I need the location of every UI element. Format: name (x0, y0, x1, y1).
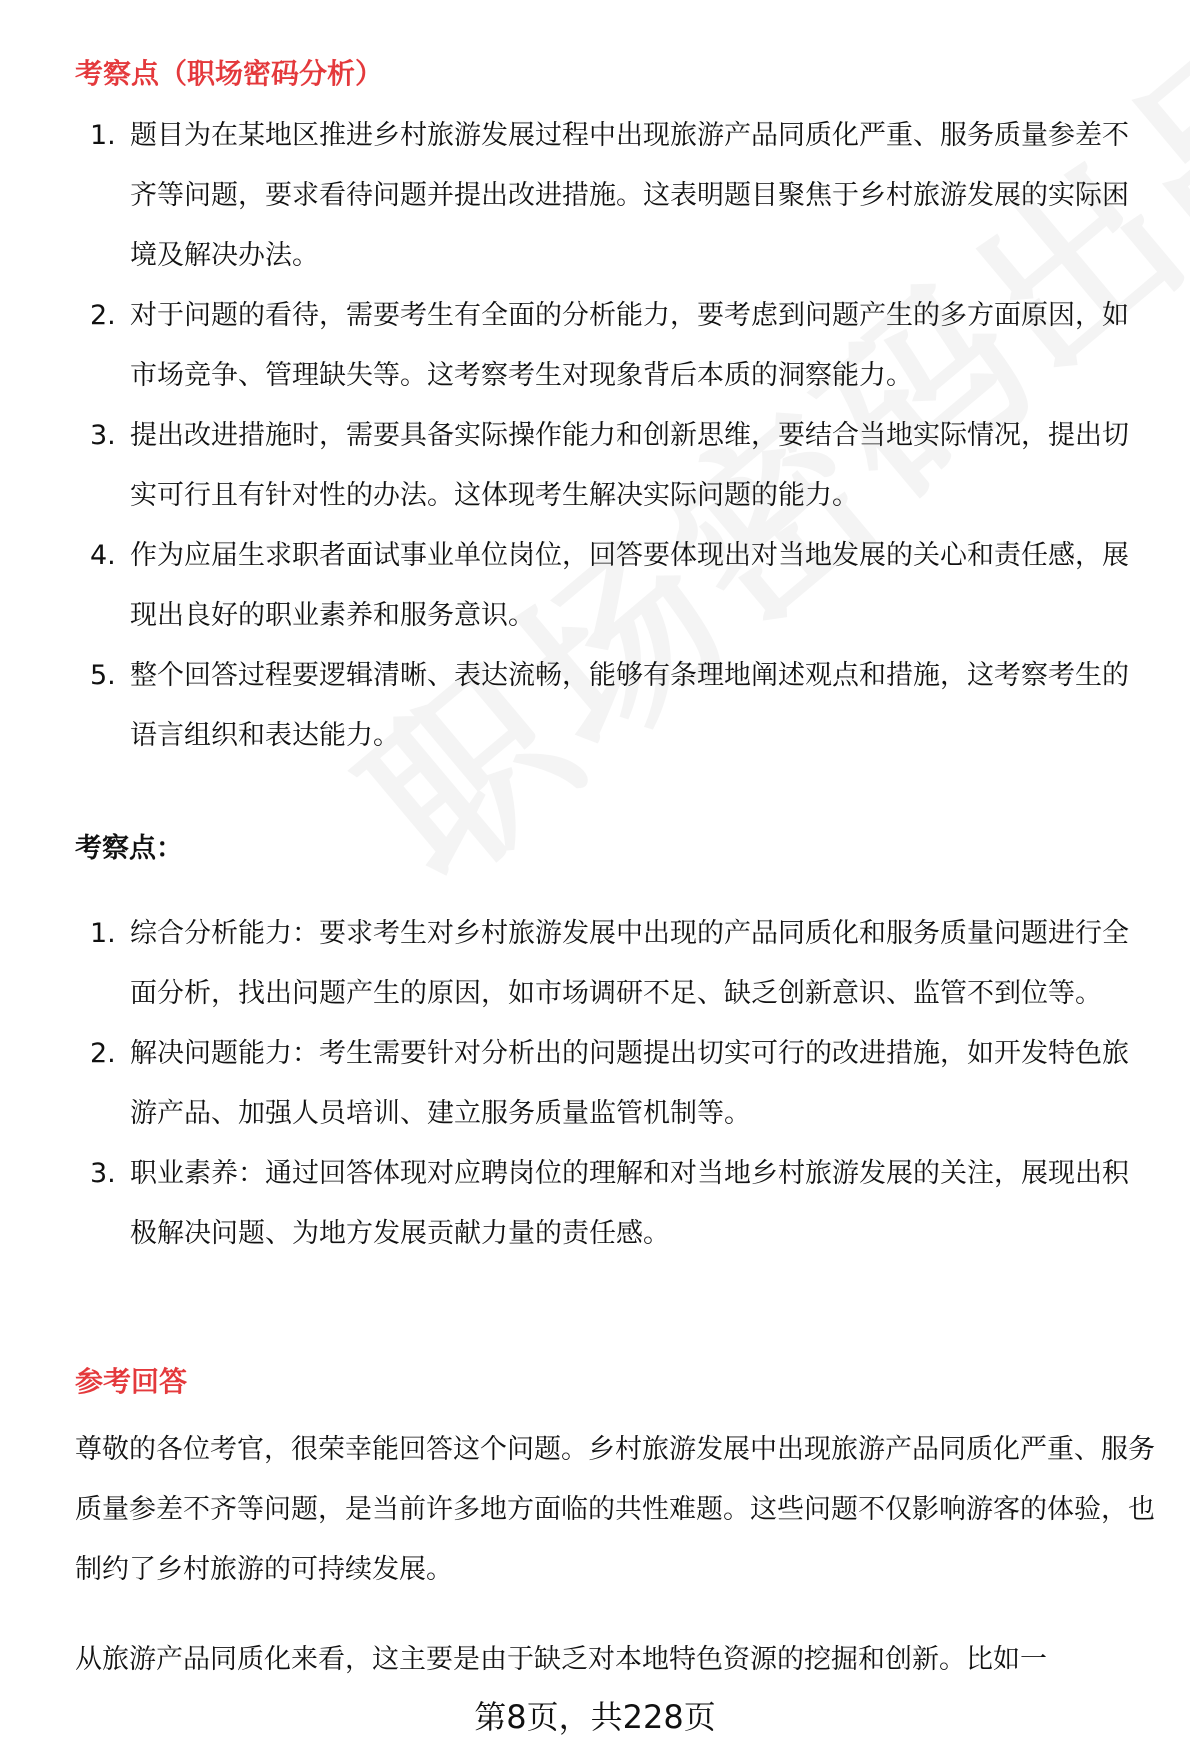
list-item (0, 1024, 1190, 1144)
analysis-list (0, 106, 1190, 766)
list-item (0, 106, 1190, 286)
list-item-text: 题目为在某地区推进乡村旅游发展过程中出现旅游产品同质化严重、服务质量参差不齐等问题，要求看待问题并提出改进措施。这表明题目聚焦于乡村旅游发展的实际困境及解决办法。 (130, 120, 1129, 271)
list-item (0, 406, 1190, 526)
list-item-text: 整个回答过程要逻辑清晰、表达流畅，能够有条理地阐述观点和措施，这考察考生的语言组织和表达能力。 (130, 660, 1129, 751)
section-heading-answer: 参考回答 (75, 1365, 188, 1398)
list-item (0, 526, 1190, 646)
list-number: 5. (90, 660, 116, 691)
list-item-text: 解决问题能力：考生需要针对分析出的问题提出切实可行的改进措施，如开发特色旅游产品、加强人员培训、建立服务质量监管机制等。 (130, 1038, 1129, 1129)
list-number: 4. (90, 540, 116, 571)
list-item-text: 综合分析能力：要求考生对乡村旅游发展中出现的产品同质化和服务质量问题进行全面分析，找出问题产生的原因，如市场调研不足、缺乏创新意识、监管不到位等。 (130, 918, 1129, 1009)
section-heading-points: 考察点： (75, 833, 183, 864)
list-number: 1. (90, 120, 116, 151)
page-number: 第8页，共228页 (474, 1698, 716, 1736)
list-number: 2. (90, 300, 116, 331)
list-item-text: 作为应届生求职者面试事业单位岗位，回答要体现出对当地发展的关心和责任感，展现出良好的职业素养和服务意识。 (130, 540, 1129, 631)
list-item (0, 646, 1190, 766)
answer-paragraph: 从旅游产品同质化来看，这主要是由于缺乏对本地特色资源的挖掘和创新。比如一 (75, 1644, 1047, 1675)
list-item (0, 286, 1190, 406)
list-number: 1. (90, 918, 116, 949)
list-item-text: 提出改进措施时，需要具备实际操作能力和创新思维，要结合当地实际情况，提出切实可行且有针对性的办法。这体现考生解决实际问题的能力。 (130, 420, 1129, 511)
list-number: 2. (90, 1038, 116, 1069)
points-list (0, 904, 1190, 1264)
list-item (0, 1144, 1190, 1264)
list-number: 3. (90, 1158, 116, 1189)
list-number: 3. (90, 420, 116, 451)
answer-paragraph: 尊敬的各位考官，很荣幸能回答这个问题。乡村旅游发展中出现旅游产品同质化严重、服务质量参差不齐等问题，是当前许多地方面临的共性难题。这些问题不仅影响游客的体验，也制约了乡村旅游的可持续发展。 (75, 1434, 1155, 1585)
list-item (0, 904, 1190, 1024)
section-heading-analysis: 考察点（职场密码分析） (75, 57, 384, 90)
list-item-text: 职业素养：通过回答体现对应聘岗位的理解和对当地乡村旅游发展的关注，展现出积极解决问题、为地方发展贡献力量的责任感。 (130, 1158, 1129, 1249)
list-item-text: 对于问题的看待，需要考生有全面的分析能力，要考虑到问题产生的多方面原因，如市场竞争、管理缺失等。这考察考生对现象背后本质的洞察能力。 (130, 300, 1129, 391)
